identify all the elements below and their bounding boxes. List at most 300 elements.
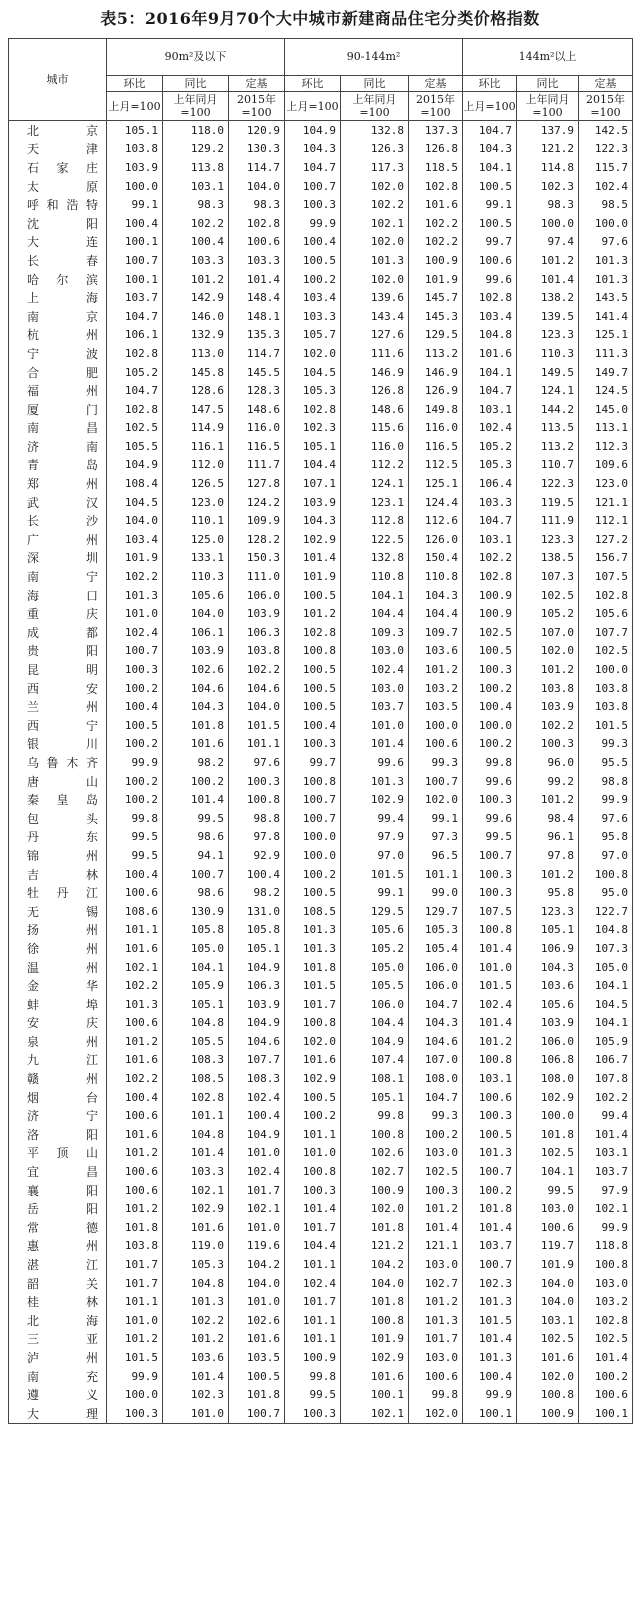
cell-medium-yoy: 99.4	[341, 809, 409, 828]
cell-large-yoy: 97.4	[517, 233, 579, 252]
cell-small-mom: 101.0	[107, 604, 163, 623]
cell-small-fixed: 104.6	[229, 1032, 285, 1051]
cell-small-mom: 102.1	[107, 958, 163, 977]
table-row	[9, 697, 633, 716]
cell-small-mom: 105.2	[107, 363, 163, 382]
cell-large-fixed: 156.7	[579, 549, 633, 568]
cell-small-mom: 99.8	[107, 809, 163, 828]
cell-medium-yoy: 148.6	[341, 400, 409, 419]
cell-medium-mom: 104.4	[285, 1237, 341, 1256]
cell-medium-mom: 100.7	[285, 809, 341, 828]
cell-small-mom: 101.6	[107, 1051, 163, 1070]
cell-small-fixed: 101.1	[229, 735, 285, 754]
cell-medium-fixed: 137.3	[409, 121, 463, 140]
table-row	[9, 1014, 633, 1033]
city-name: 九江	[9, 1051, 107, 1070]
cell-medium-yoy: 129.5	[341, 902, 409, 921]
cell-large-mom: 101.4	[463, 1330, 517, 1349]
cell-small-mom: 104.7	[107, 307, 163, 326]
cell-medium-mom: 104.3	[285, 511, 341, 530]
city-name: 西宁	[9, 716, 107, 735]
cell-large-mom: 101.8	[463, 1199, 517, 1218]
cell-medium-mom: 102.4	[285, 1274, 341, 1293]
cell-medium-yoy: 105.5	[341, 976, 409, 995]
cell-large-fixed: 112.1	[579, 511, 633, 530]
cell-large-mom: 100.2	[463, 735, 517, 754]
cell-small-yoy: 103.1	[163, 177, 229, 196]
cell-small-fixed: 102.4	[229, 1088, 285, 1107]
cell-small-yoy: 103.3	[163, 251, 229, 270]
cell-large-fixed: 105.0	[579, 958, 633, 977]
cell-large-yoy: 102.3	[517, 177, 579, 196]
cell-medium-mom: 101.7	[285, 995, 341, 1014]
cell-small-yoy: 105.8	[163, 921, 229, 940]
cell-large-yoy: 100.3	[517, 735, 579, 754]
city-name: 成都	[9, 623, 107, 642]
cell-small-yoy: 101.2	[163, 1330, 229, 1349]
cell-medium-fixed: 104.4	[409, 604, 463, 623]
cell-medium-fixed: 105.3	[409, 921, 463, 940]
cell-large-yoy: 108.0	[517, 1069, 579, 1088]
cell-medium-mom: 101.3	[285, 939, 341, 958]
cell-large-yoy: 104.0	[517, 1274, 579, 1293]
cell-large-fixed: 122.3	[579, 140, 633, 159]
cell-small-fixed: 101.5	[229, 716, 285, 735]
cell-medium-mom: 100.4	[285, 233, 341, 252]
cell-small-mom: 101.3	[107, 586, 163, 605]
table-row	[9, 1032, 633, 1051]
city-name: 长沙	[9, 511, 107, 530]
cell-large-fixed: 100.6	[579, 1385, 633, 1404]
cell-medium-mom: 105.3	[285, 381, 341, 400]
base-header-2015: 2015年=100	[409, 92, 463, 121]
cell-large-yoy: 101.2	[517, 660, 579, 679]
cell-large-yoy: 97.8	[517, 846, 579, 865]
cell-large-fixed: 143.5	[579, 288, 633, 307]
cell-large-mom: 100.3	[463, 1106, 517, 1125]
cell-small-mom: 100.6	[107, 1162, 163, 1181]
cell-small-mom: 99.9	[107, 753, 163, 772]
cell-medium-mom: 99.5	[285, 1385, 341, 1404]
cell-medium-mom: 101.7	[285, 1218, 341, 1237]
cell-medium-mom: 101.1	[285, 1330, 341, 1349]
cell-large-fixed: 101.4	[579, 1348, 633, 1367]
cell-large-yoy: 113.2	[517, 437, 579, 456]
cell-small-yoy: 105.0	[163, 939, 229, 958]
cell-large-yoy: 101.2	[517, 790, 579, 809]
cell-medium-yoy: 105.1	[341, 1088, 409, 1107]
cell-large-fixed: 100.0	[579, 660, 633, 679]
table-row	[9, 1181, 633, 1200]
cell-large-yoy: 103.0	[517, 1199, 579, 1218]
table-row	[9, 1292, 633, 1311]
table-row	[9, 660, 633, 679]
table-row	[9, 1385, 633, 1404]
cell-medium-fixed: 99.1	[409, 809, 463, 828]
city-name: 太原	[9, 177, 107, 196]
cell-large-fixed: 107.5	[579, 567, 633, 586]
cell-medium-mom: 100.8	[285, 1014, 341, 1033]
cell-small-mom: 100.3	[107, 660, 163, 679]
cell-small-yoy: 104.0	[163, 604, 229, 623]
cell-small-mom: 100.4	[107, 865, 163, 884]
cell-medium-fixed: 101.2	[409, 1199, 463, 1218]
cell-medium-yoy: 103.7	[341, 697, 409, 716]
cell-large-yoy: 101.9	[517, 1255, 579, 1274]
table-row	[9, 1404, 633, 1423]
cell-small-yoy: 108.3	[163, 1051, 229, 1070]
cell-medium-yoy: 97.0	[341, 846, 409, 865]
cell-medium-yoy: 104.9	[341, 1032, 409, 1051]
cell-small-mom: 100.5	[107, 716, 163, 735]
cell-large-fixed: 122.7	[579, 902, 633, 921]
cell-medium-fixed: 102.2	[409, 214, 463, 233]
cell-small-mom: 101.6	[107, 939, 163, 958]
cell-small-mom: 108.6	[107, 902, 163, 921]
cell-large-yoy: 96.1	[517, 828, 579, 847]
cell-medium-fixed: 101.3	[409, 1311, 463, 1330]
cell-large-yoy: 96.0	[517, 753, 579, 772]
cell-large-mom: 101.4	[463, 1218, 517, 1237]
cell-small-yoy: 105.1	[163, 995, 229, 1014]
cell-large-yoy: 110.3	[517, 344, 579, 363]
cell-large-mom: 104.1	[463, 363, 517, 382]
cell-large-fixed: 97.0	[579, 846, 633, 865]
city-name: 桂林	[9, 1292, 107, 1311]
cell-small-fixed: 131.0	[229, 902, 285, 921]
table-row	[9, 456, 633, 475]
table-row	[9, 158, 633, 177]
cell-medium-fixed: 150.4	[409, 549, 463, 568]
city-name: 秦皇岛	[9, 790, 107, 809]
cell-medium-fixed: 99.3	[409, 1106, 463, 1125]
cell-small-fixed: 111.0	[229, 567, 285, 586]
cell-large-fixed: 113.1	[579, 419, 633, 438]
cell-large-fixed: 103.8	[579, 679, 633, 698]
city-name: 石家庄	[9, 158, 107, 177]
base-header-last-month: 上月=100	[463, 92, 517, 121]
base-header-last-year: 上年同月=100	[517, 92, 579, 121]
cell-large-mom: 100.2	[463, 1181, 517, 1200]
cell-medium-mom: 100.0	[285, 846, 341, 865]
cell-small-fixed: 104.0	[229, 1274, 285, 1293]
cell-large-mom: 101.5	[463, 976, 517, 995]
cell-medium-fixed: 104.7	[409, 995, 463, 1014]
base-header-last-year: 上年同月=100	[341, 92, 409, 121]
cell-medium-mom: 100.0	[285, 828, 341, 847]
cell-large-mom: 99.1	[463, 195, 517, 214]
cell-medium-fixed: 124.4	[409, 493, 463, 512]
cell-large-fixed: 95.5	[579, 753, 633, 772]
cell-large-mom: 100.3	[463, 865, 517, 884]
cell-large-yoy: 102.5	[517, 1144, 579, 1163]
cell-large-fixed: 149.7	[579, 363, 633, 382]
cell-medium-fixed: 116.5	[409, 437, 463, 456]
cell-large-mom: 100.5	[463, 1125, 517, 1144]
cell-large-yoy: 100.6	[517, 1218, 579, 1237]
cell-large-mom: 104.7	[463, 121, 517, 140]
cell-medium-yoy: 132.8	[341, 121, 409, 140]
cell-large-mom: 100.6	[463, 1088, 517, 1107]
table-row	[9, 1051, 633, 1070]
cell-small-yoy: 102.9	[163, 1199, 229, 1218]
city-name: 包头	[9, 809, 107, 828]
cell-small-yoy: 98.6	[163, 883, 229, 902]
city-name: 天津	[9, 140, 107, 159]
cell-small-mom: 101.1	[107, 1292, 163, 1311]
table-row	[9, 270, 633, 289]
cell-large-mom: 100.7	[463, 1255, 517, 1274]
cell-large-fixed: 107.7	[579, 623, 633, 642]
cell-small-fixed: 100.7	[229, 1404, 285, 1423]
cell-medium-fixed: 100.6	[409, 735, 463, 754]
table-row	[9, 604, 633, 623]
cell-medium-fixed: 104.3	[409, 1014, 463, 1033]
cell-medium-yoy: 102.9	[341, 1348, 409, 1367]
cell-small-fixed: 101.8	[229, 1385, 285, 1404]
cell-small-fixed: 150.3	[229, 549, 285, 568]
cell-large-yoy: 137.9	[517, 121, 579, 140]
cell-medium-mom: 101.9	[285, 567, 341, 586]
cell-small-yoy: 104.3	[163, 697, 229, 716]
cell-large-yoy: 102.5	[517, 586, 579, 605]
cell-large-mom: 102.3	[463, 1274, 517, 1293]
table-row	[9, 902, 633, 921]
cell-medium-mom: 100.5	[285, 586, 341, 605]
cell-large-yoy: 122.3	[517, 474, 579, 493]
group-header-large: 144m²以上	[463, 39, 633, 76]
cell-large-mom: 100.0	[463, 716, 517, 735]
cell-small-yoy: 101.4	[163, 1367, 229, 1386]
cell-small-yoy: 103.3	[163, 1162, 229, 1181]
cell-large-mom: 106.4	[463, 474, 517, 493]
cell-small-yoy: 98.3	[163, 195, 229, 214]
table-row	[9, 363, 633, 382]
cell-medium-yoy: 105.6	[341, 921, 409, 940]
base-header-last-month: 上月=100	[285, 92, 341, 121]
cell-large-mom: 99.8	[463, 753, 517, 772]
cell-medium-fixed: 102.0	[409, 790, 463, 809]
cell-small-fixed: 148.1	[229, 307, 285, 326]
cell-large-fixed: 98.5	[579, 195, 633, 214]
table-row	[9, 1069, 633, 1088]
cell-medium-yoy: 102.0	[341, 177, 409, 196]
city-name: 无锡	[9, 902, 107, 921]
cell-large-mom: 101.2	[463, 1032, 517, 1051]
cell-medium-fixed: 104.3	[409, 586, 463, 605]
cell-small-mom: 99.5	[107, 846, 163, 865]
cell-small-mom: 102.2	[107, 1069, 163, 1088]
cell-small-yoy: 128.6	[163, 381, 229, 400]
cell-medium-mom: 101.3	[285, 921, 341, 940]
cell-large-yoy: 100.0	[517, 214, 579, 233]
city-name: 上海	[9, 288, 107, 307]
cell-medium-mom: 101.1	[285, 1255, 341, 1274]
cell-medium-yoy: 124.1	[341, 474, 409, 493]
cell-large-fixed: 95.0	[579, 883, 633, 902]
table-row	[9, 1348, 633, 1367]
cell-small-yoy: 105.3	[163, 1255, 229, 1274]
cell-medium-fixed: 126.9	[409, 381, 463, 400]
cell-medium-yoy: 103.0	[341, 642, 409, 661]
cell-large-mom: 103.1	[463, 1069, 517, 1088]
cell-medium-yoy: 101.3	[341, 772, 409, 791]
cell-large-yoy: 102.9	[517, 1088, 579, 1107]
table-row	[9, 1088, 633, 1107]
cell-large-fixed: 141.4	[579, 307, 633, 326]
cell-medium-yoy: 127.6	[341, 326, 409, 345]
cell-large-fixed: 100.2	[579, 1367, 633, 1386]
cell-small-fixed: 104.9	[229, 958, 285, 977]
cell-small-fixed: 103.3	[229, 251, 285, 270]
city-name: 泉州	[9, 1032, 107, 1051]
cell-large-mom: 104.7	[463, 511, 517, 530]
city-name: 贵阳	[9, 642, 107, 661]
cell-medium-mom: 102.9	[285, 1069, 341, 1088]
cell-medium-mom: 100.5	[285, 1088, 341, 1107]
cell-medium-yoy: 101.8	[341, 1218, 409, 1237]
cell-medium-yoy: 121.2	[341, 1237, 409, 1256]
cell-small-mom: 101.2	[107, 1144, 163, 1163]
table-row	[9, 326, 633, 345]
cell-medium-mom: 104.3	[285, 140, 341, 159]
table-row	[9, 883, 633, 902]
cell-large-fixed: 123.0	[579, 474, 633, 493]
cell-medium-mom: 100.5	[285, 883, 341, 902]
cell-large-yoy: 98.4	[517, 809, 579, 828]
sub-header-yoy: 同比	[163, 76, 229, 92]
city-name: 徐州	[9, 939, 107, 958]
cell-medium-fixed: 105.4	[409, 939, 463, 958]
cell-large-yoy: 101.8	[517, 1125, 579, 1144]
table-row	[9, 623, 633, 642]
cell-small-yoy: 99.5	[163, 809, 229, 828]
cell-small-fixed: 101.0	[229, 1292, 285, 1311]
cell-small-mom: 102.8	[107, 344, 163, 363]
cell-large-mom: 100.7	[463, 1162, 517, 1181]
table-row	[9, 1162, 633, 1181]
cell-large-fixed: 103.2	[579, 1292, 633, 1311]
table-row	[9, 716, 633, 735]
cell-small-fixed: 135.3	[229, 326, 285, 345]
city-name: 温州	[9, 958, 107, 977]
cell-medium-mom: 101.0	[285, 1144, 341, 1163]
cell-medium-fixed: 99.8	[409, 1385, 463, 1404]
city-name: 兰州	[9, 697, 107, 716]
city-name: 杭州	[9, 326, 107, 345]
cell-medium-fixed: 107.0	[409, 1051, 463, 1070]
cell-medium-fixed: 102.5	[409, 1162, 463, 1181]
cell-medium-fixed: 99.0	[409, 883, 463, 902]
cell-small-mom: 106.1	[107, 326, 163, 345]
city-name: 武汉	[9, 493, 107, 512]
cell-small-fixed: 100.5	[229, 1367, 285, 1386]
cell-medium-fixed: 129.5	[409, 326, 463, 345]
city-name: 岳阳	[9, 1199, 107, 1218]
cell-large-yoy: 119.5	[517, 493, 579, 512]
cell-medium-fixed: 101.9	[409, 270, 463, 289]
cell-large-mom: 100.8	[463, 921, 517, 940]
cell-large-yoy: 110.7	[517, 456, 579, 475]
sub-header-mom: 环比	[463, 76, 517, 92]
table-row	[9, 809, 633, 828]
city-name: 南昌	[9, 419, 107, 438]
city-name: 惠州	[9, 1237, 107, 1256]
cell-medium-fixed: 116.0	[409, 419, 463, 438]
table-row	[9, 381, 633, 400]
cell-medium-fixed: 104.6	[409, 1032, 463, 1051]
cell-medium-fixed: 97.3	[409, 828, 463, 847]
cell-small-fixed: 127.8	[229, 474, 285, 493]
cell-medium-mom: 100.2	[285, 865, 341, 884]
city-name: 湛江	[9, 1255, 107, 1274]
cell-large-yoy: 102.0	[517, 642, 579, 661]
cell-medium-mom: 104.5	[285, 363, 341, 382]
cell-small-yoy: 101.4	[163, 790, 229, 809]
cell-small-mom: 100.0	[107, 177, 163, 196]
cell-large-mom: 104.3	[463, 140, 517, 159]
cell-small-yoy: 101.3	[163, 1292, 229, 1311]
cell-medium-mom: 99.8	[285, 1367, 341, 1386]
cell-large-mom: 102.4	[463, 995, 517, 1014]
cell-medium-mom: 101.7	[285, 1292, 341, 1311]
cell-large-fixed: 127.2	[579, 530, 633, 549]
cell-large-mom: 107.5	[463, 902, 517, 921]
cell-medium-mom: 100.8	[285, 772, 341, 791]
cell-medium-yoy: 104.2	[341, 1255, 409, 1274]
city-name: 韶关	[9, 1274, 107, 1293]
city-name: 常德	[9, 1218, 107, 1237]
cell-large-yoy: 100.8	[517, 1385, 579, 1404]
cell-medium-yoy: 99.1	[341, 883, 409, 902]
cell-small-fixed: 102.6	[229, 1311, 285, 1330]
cell-small-mom: 100.2	[107, 790, 163, 809]
cell-large-fixed: 99.4	[579, 1106, 633, 1125]
sub-header-fixed: 定基	[579, 76, 633, 92]
cell-medium-fixed: 103.2	[409, 679, 463, 698]
cell-small-mom: 108.4	[107, 474, 163, 493]
cell-large-yoy: 138.2	[517, 288, 579, 307]
cell-medium-yoy: 102.4	[341, 660, 409, 679]
cell-small-mom: 101.8	[107, 1218, 163, 1237]
city-name: 牡丹江	[9, 883, 107, 902]
cell-large-yoy: 104.0	[517, 1292, 579, 1311]
cell-large-yoy: 119.7	[517, 1237, 579, 1256]
cell-small-fixed: 106.0	[229, 586, 285, 605]
cell-small-yoy: 130.9	[163, 902, 229, 921]
cell-small-yoy: 103.9	[163, 642, 229, 661]
cell-medium-fixed: 112.5	[409, 456, 463, 475]
city-name: 济南	[9, 437, 107, 456]
city-name: 哈尔滨	[9, 270, 107, 289]
cell-large-fixed: 118.8	[579, 1237, 633, 1256]
city-name: 北海	[9, 1311, 107, 1330]
table-row	[9, 828, 633, 847]
cell-medium-fixed: 118.5	[409, 158, 463, 177]
cell-medium-mom: 100.5	[285, 697, 341, 716]
cell-medium-mom: 100.5	[285, 660, 341, 679]
cell-large-fixed: 99.9	[579, 790, 633, 809]
cell-medium-yoy: 117.3	[341, 158, 409, 177]
cell-large-yoy: 144.2	[517, 400, 579, 419]
cell-medium-mom: 100.2	[285, 1106, 341, 1125]
table-row	[9, 419, 633, 438]
cell-medium-mom: 103.4	[285, 288, 341, 307]
cell-medium-mom: 104.7	[285, 158, 341, 177]
cell-small-mom: 100.2	[107, 735, 163, 754]
cell-small-yoy: 101.2	[163, 270, 229, 289]
cell-large-fixed: 101.5	[579, 716, 633, 735]
